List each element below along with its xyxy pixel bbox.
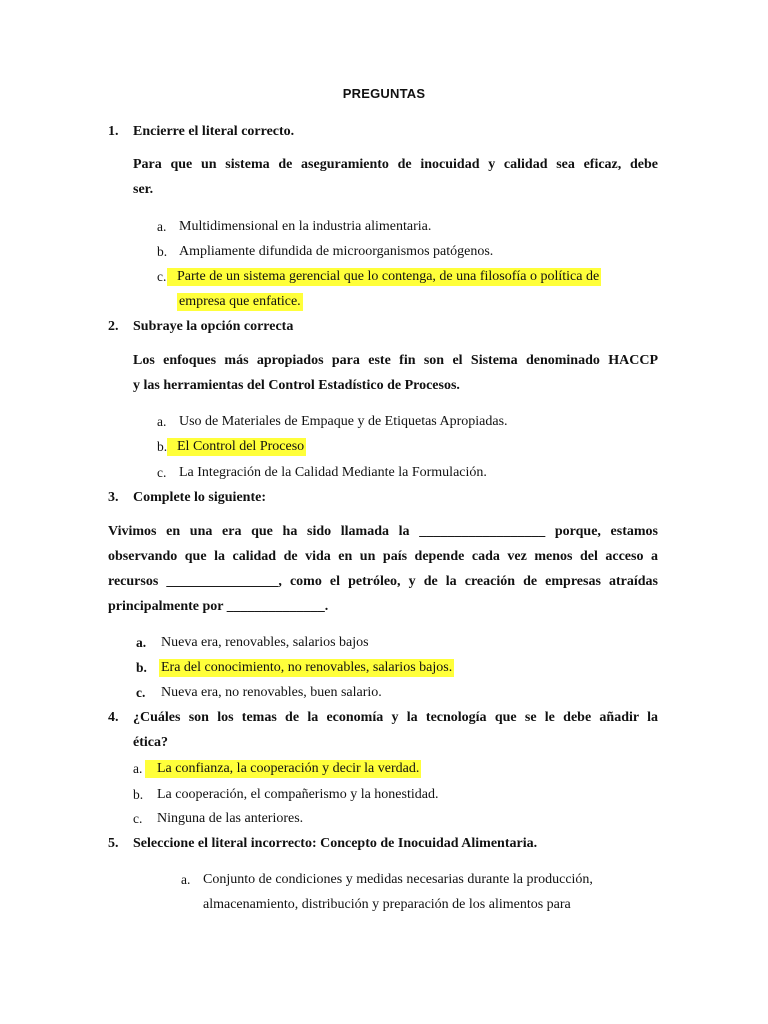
q2-option-b-letter: b. [157,439,168,454]
q3-paragraph-line-3: recursos ________________, como el petróleo, y de la creación de empresas atraídas [108,574,658,589]
q3-paragraph-line-4: principalmente por ______________. [108,599,329,614]
q2-heading: Subraye la opción correcta [133,319,294,334]
q1-prompt [133,152,658,202]
q3-number: 3. [108,490,119,505]
q4-option-c-letter: c. [133,811,143,826]
q2-prompt [133,348,658,398]
q2-option-b-line [167,438,306,456]
q1-option-c-line-1 [167,268,601,286]
q4-option-a-line [145,760,421,778]
q2-prompt-line-2: y las herramientas del Control Estadístico de Procesos. [133,378,460,393]
q1-option-c-line-1-text: Parte de un sistema gerencial que lo contenga, de una filosofía o política de [167,268,601,286]
q3-paragraph-line-1: Vivimos en una era que ha sido llamada la __________________ porque, estamos [108,524,658,539]
q2-option-c-text: La Integración de la Calidad Mediante la Formulación. [179,465,487,480]
q3-option-c-text: Nueva era, no renovables, buen salario. [161,685,382,700]
q1-option-c-line-2 [177,293,303,311]
q3-paragraph-line-2: observando que la calidad de vida en un país depende cada vez menos del acceso a [108,549,658,564]
q3-option-a-letter: a. [136,635,147,650]
q3-option-a-text: Nueva era, renovables, salarios bajos [161,635,369,650]
q2-option-a-letter: a. [157,414,167,429]
q1-option-b-text: Ampliamente difundida de microorganismos patógenos. [179,244,494,259]
q3-paragraph [108,519,658,619]
q1-option-a-text: Multidimensional en la industria alimentaria. [179,219,432,234]
q3-heading: Complete lo siguiente: [133,490,266,505]
q4-number: 4. [108,710,119,725]
q1-heading: Encierre el literal correcto. [133,124,295,139]
q5-option-a-line-1: Conjunto de condiciones y medidas necesarias durante la producción, [203,872,593,887]
q2-option-b-text: El Control del Proceso [167,438,306,456]
q1-option-a-letter: a. [157,219,167,234]
q1-option-c-line-2-text: empresa que enfatice. [179,294,301,309]
q4-option-c-text: Ninguna de las anteriores. [157,811,304,826]
q4-option-b-letter: b. [133,787,144,802]
q5-option-a-letter: a. [181,872,191,887]
q4-heading-line-2: ética? [133,735,168,750]
q3-option-c-letter: c. [136,685,146,700]
q4-option-a-letter: a. [133,761,143,776]
q3-option-b-text: Era del conocimiento, no renovables, salarios bajos. [161,660,453,675]
q1-option-c-letter: c. [157,269,167,284]
q2-option-c-letter: c. [157,465,167,480]
q1-prompt-line-2: ser. [133,182,154,197]
q4-option-a-text: La confianza, la cooperación y decir la verdad. [145,760,421,778]
q3-option-b-letter: b. [136,660,147,675]
q3-option-b-line [159,659,454,677]
q5-option-a-line-2: almacenamiento, distribución y preparación de los alimentos para [203,897,571,912]
q5-number: 5. [108,836,119,851]
q1-number: 1. [108,124,119,139]
q4-option-b-text: La cooperación, el compañerismo y la honestidad. [157,787,439,802]
q1-prompt-line-1: Para que un sistema de aseguramiento de inocuidad y calidad sea eficaz, debe [133,157,658,172]
q5-heading: Seleccione el literal incorrecto: Concepto de Inocuidad Alimentaria. [133,836,538,851]
q2-option-a-text: Uso de Materiales de Empaque y de Etiquetas Apropiadas. [179,414,508,429]
q2-prompt-line-1: Los enfoques más apropiados para este fin son el Sistema denominado HACCP [133,353,658,368]
q4-heading [133,705,658,755]
page-title: PREGUNTAS [342,86,426,101]
q1-option-b-letter: b. [157,244,168,259]
q2-number: 2. [108,319,119,334]
q4-heading-line-1: ¿Cuáles son los temas de la economía y la tecnología que se le debe añadir la [133,710,658,725]
